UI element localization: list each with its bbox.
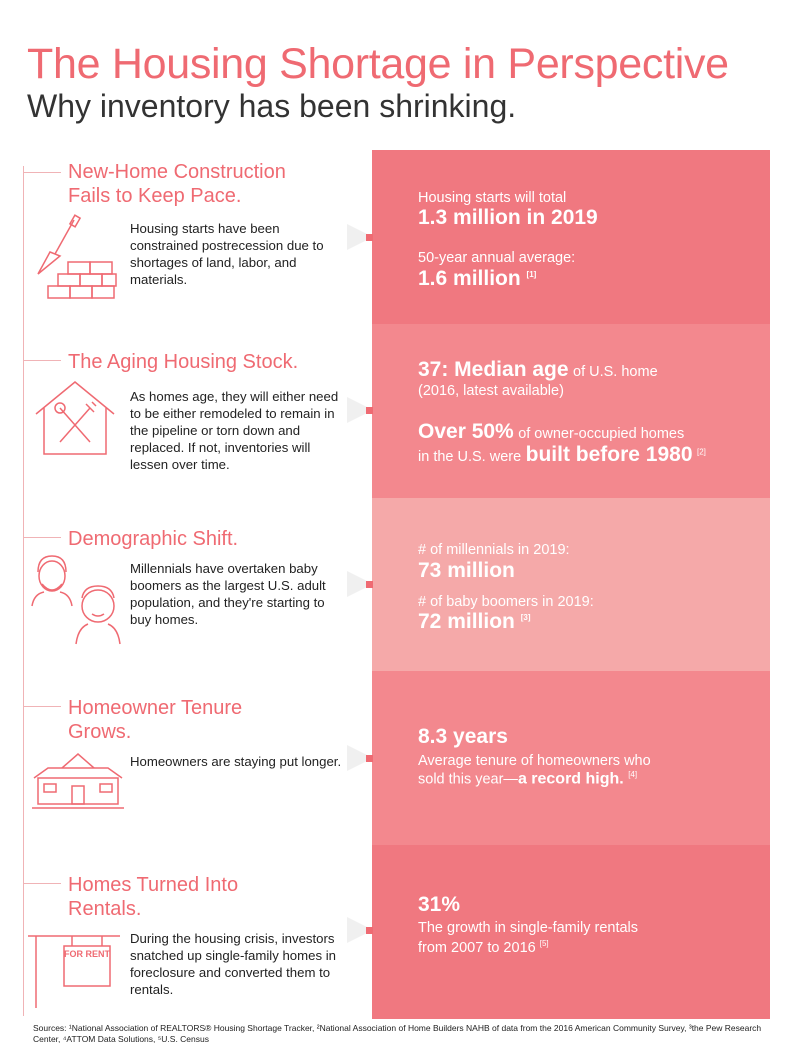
stat-label: 50-year annual average: bbox=[418, 250, 576, 266]
people-faces-icon bbox=[26, 550, 126, 650]
stat-line: Over 50% of owner-occupied homes bbox=[418, 420, 685, 443]
bullet-marker bbox=[366, 927, 373, 934]
house-icon bbox=[32, 752, 124, 812]
page-subtitle: Why inventory has been shrinking. bbox=[27, 88, 517, 124]
section-description: Millennials have overtaken baby boomers as the largest U.S. adult population, and they're starting to buy homes. bbox=[130, 561, 326, 627]
stat-label: # of baby boomers in 2019: bbox=[418, 594, 594, 610]
stat-label: # of millennials in 2019: bbox=[418, 542, 570, 558]
section-description: Homeowners are staying put longer. bbox=[130, 754, 342, 769]
bullet-marker bbox=[366, 581, 373, 588]
stat-panel-construction bbox=[372, 150, 770, 324]
stat-label: Average tenure of homeowners who bbox=[418, 753, 651, 769]
for-rent-sign-icon bbox=[26, 930, 122, 1010]
section-description: During the housing crisis, investors snatched up single-family homes in foreclosure and converted them to rentals. bbox=[130, 931, 336, 997]
stat-line: in the U.S. were built before 1980 [2] bbox=[418, 443, 706, 466]
bullet-marker bbox=[366, 234, 373, 241]
stat-value: 1.3 million in 2019 bbox=[418, 206, 598, 229]
stat-line: 37: Median age of U.S. home bbox=[418, 358, 658, 381]
timeline-tick bbox=[23, 360, 61, 361]
section-description: Housing starts have been constrained postrecession due to shortages of land, labor, and materials. bbox=[130, 221, 324, 287]
stat-label: Housing starts will total bbox=[418, 190, 567, 206]
section-heading: The Aging Housing Stock. bbox=[68, 351, 299, 373]
stat-label-line: from 2007 to 2016 [5] bbox=[418, 939, 549, 956]
section-heading: New-Home Construction Fails to Keep Pace. bbox=[68, 161, 286, 207]
bullet-marker bbox=[366, 407, 373, 414]
section-heading: Homes Turned Into Rentals. bbox=[68, 874, 239, 920]
stat-line: (2016, latest available) bbox=[418, 383, 564, 399]
bullet-marker bbox=[366, 755, 373, 762]
stat-panel-aging bbox=[372, 324, 770, 498]
timeline-tick bbox=[23, 537, 61, 538]
section-description: As homes age, they will either need to be either remodeled to remain in the pipeline or torn down and replaced. If not, inventories will lessen over time. bbox=[130, 389, 339, 472]
section-heading: Demographic Shift. bbox=[68, 528, 239, 550]
stat-value-line: 1.6 million [1] bbox=[418, 267, 537, 290]
stat-label-line: sold this year—a record high. [4] bbox=[418, 770, 638, 788]
sign-text: FOR RENT bbox=[64, 949, 110, 959]
page-title: The Housing Shortage in Perspective bbox=[27, 40, 729, 88]
timeline-line bbox=[23, 166, 24, 1016]
stat-panel-rentals bbox=[372, 845, 770, 1019]
sources-footnote: Sources: ¹National Association of REALTORS® Housing Shortage Tracker, ²National Association of Home Builders NAHB of data from the 2016 American Community Survey, ³the Pew Research Center, ⁴ATTOM Data Solutions, ⁵U.S. Census bbox=[33, 1023, 762, 1044]
stat-label: The growth in single-family rentals bbox=[418, 920, 639, 936]
stat-panel-demographic bbox=[372, 498, 770, 671]
stat-value: 73 million bbox=[418, 559, 515, 582]
stat-value-line: 72 million [3] bbox=[418, 610, 531, 633]
timeline-tick bbox=[23, 706, 61, 707]
timeline-tick bbox=[23, 172, 61, 173]
trowel-bricks-icon bbox=[28, 212, 122, 306]
section-heading: Homeowner Tenure Grows. bbox=[68, 697, 243, 743]
timeline-tick bbox=[23, 883, 61, 884]
stat-value: 31% bbox=[418, 893, 461, 916]
house-tools-icon bbox=[30, 378, 120, 458]
stat-panel-tenure bbox=[372, 671, 770, 845]
stat-value: 8.3 years bbox=[418, 725, 508, 748]
